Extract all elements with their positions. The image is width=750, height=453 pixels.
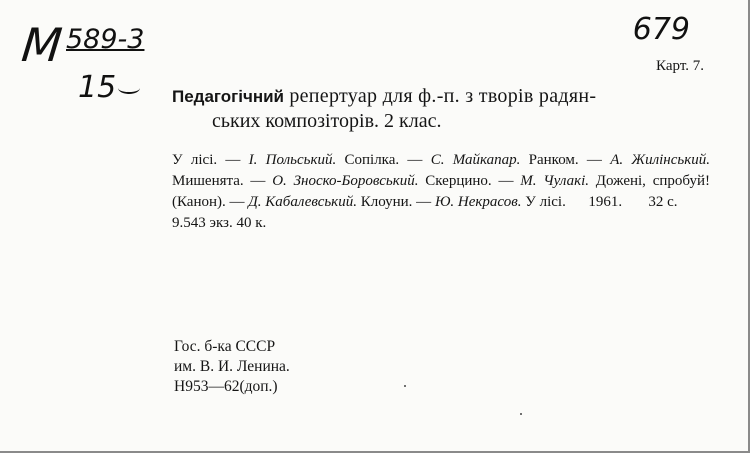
piece-text: Сопілка. —	[336, 152, 431, 168]
contents-runs	[172, 152, 714, 210]
composer-name: А. Жилінський.	[610, 152, 711, 168]
edition-line: 9.543 экз. 40 к.	[172, 215, 267, 231]
composer-name: І. Польський.	[248, 152, 337, 168]
stamp-line: Гос. б-ка СССР	[174, 338, 276, 355]
shelf-mark-sub: 15	[78, 70, 117, 105]
shelf-mark-number: 589-3	[66, 24, 145, 55]
speck	[520, 413, 522, 415]
card-label: Карт. 7.	[656, 58, 704, 74]
piece-text: Клоуни. —	[356, 194, 435, 210]
composer-name: О. Зноско-Боровський.	[272, 173, 419, 189]
shelf-mark-letter: М	[19, 18, 65, 72]
composer-name: Д. Кабалевський.	[248, 194, 357, 210]
library-stamp	[174, 337, 290, 397]
handwritten-dash	[118, 82, 140, 94]
stamp-line: им. В. И. Ленина.	[174, 358, 290, 375]
stamp-line: Н953—62(доп.)	[174, 378, 278, 395]
title-continuation: ських композіторів. 2 клас.	[212, 110, 442, 132]
speck	[404, 385, 406, 387]
composer-name: М. Чулакі.	[520, 173, 590, 189]
title-rest: репертуар для ф.-п. з творів радян-	[284, 85, 597, 107]
title	[172, 84, 712, 133]
piece-text: Ранком. —	[520, 152, 611, 168]
contents-note	[172, 150, 714, 234]
composer-name: Ю. Некрасов.	[434, 194, 522, 210]
piece-text: Скерцино. —	[418, 173, 521, 189]
piece-text: Мишенята. —	[172, 152, 714, 189]
card-number: 679	[632, 12, 690, 47]
piece-text: У лісі. 1961. 32 с.	[521, 194, 678, 210]
title-heading: Педагогічний	[172, 87, 285, 106]
piece-text: Дожені, спробуй! (Канон). —	[172, 173, 714, 210]
composer-name: С. Майкапар.	[430, 152, 521, 168]
piece-text: У лісі. —	[172, 152, 249, 168]
